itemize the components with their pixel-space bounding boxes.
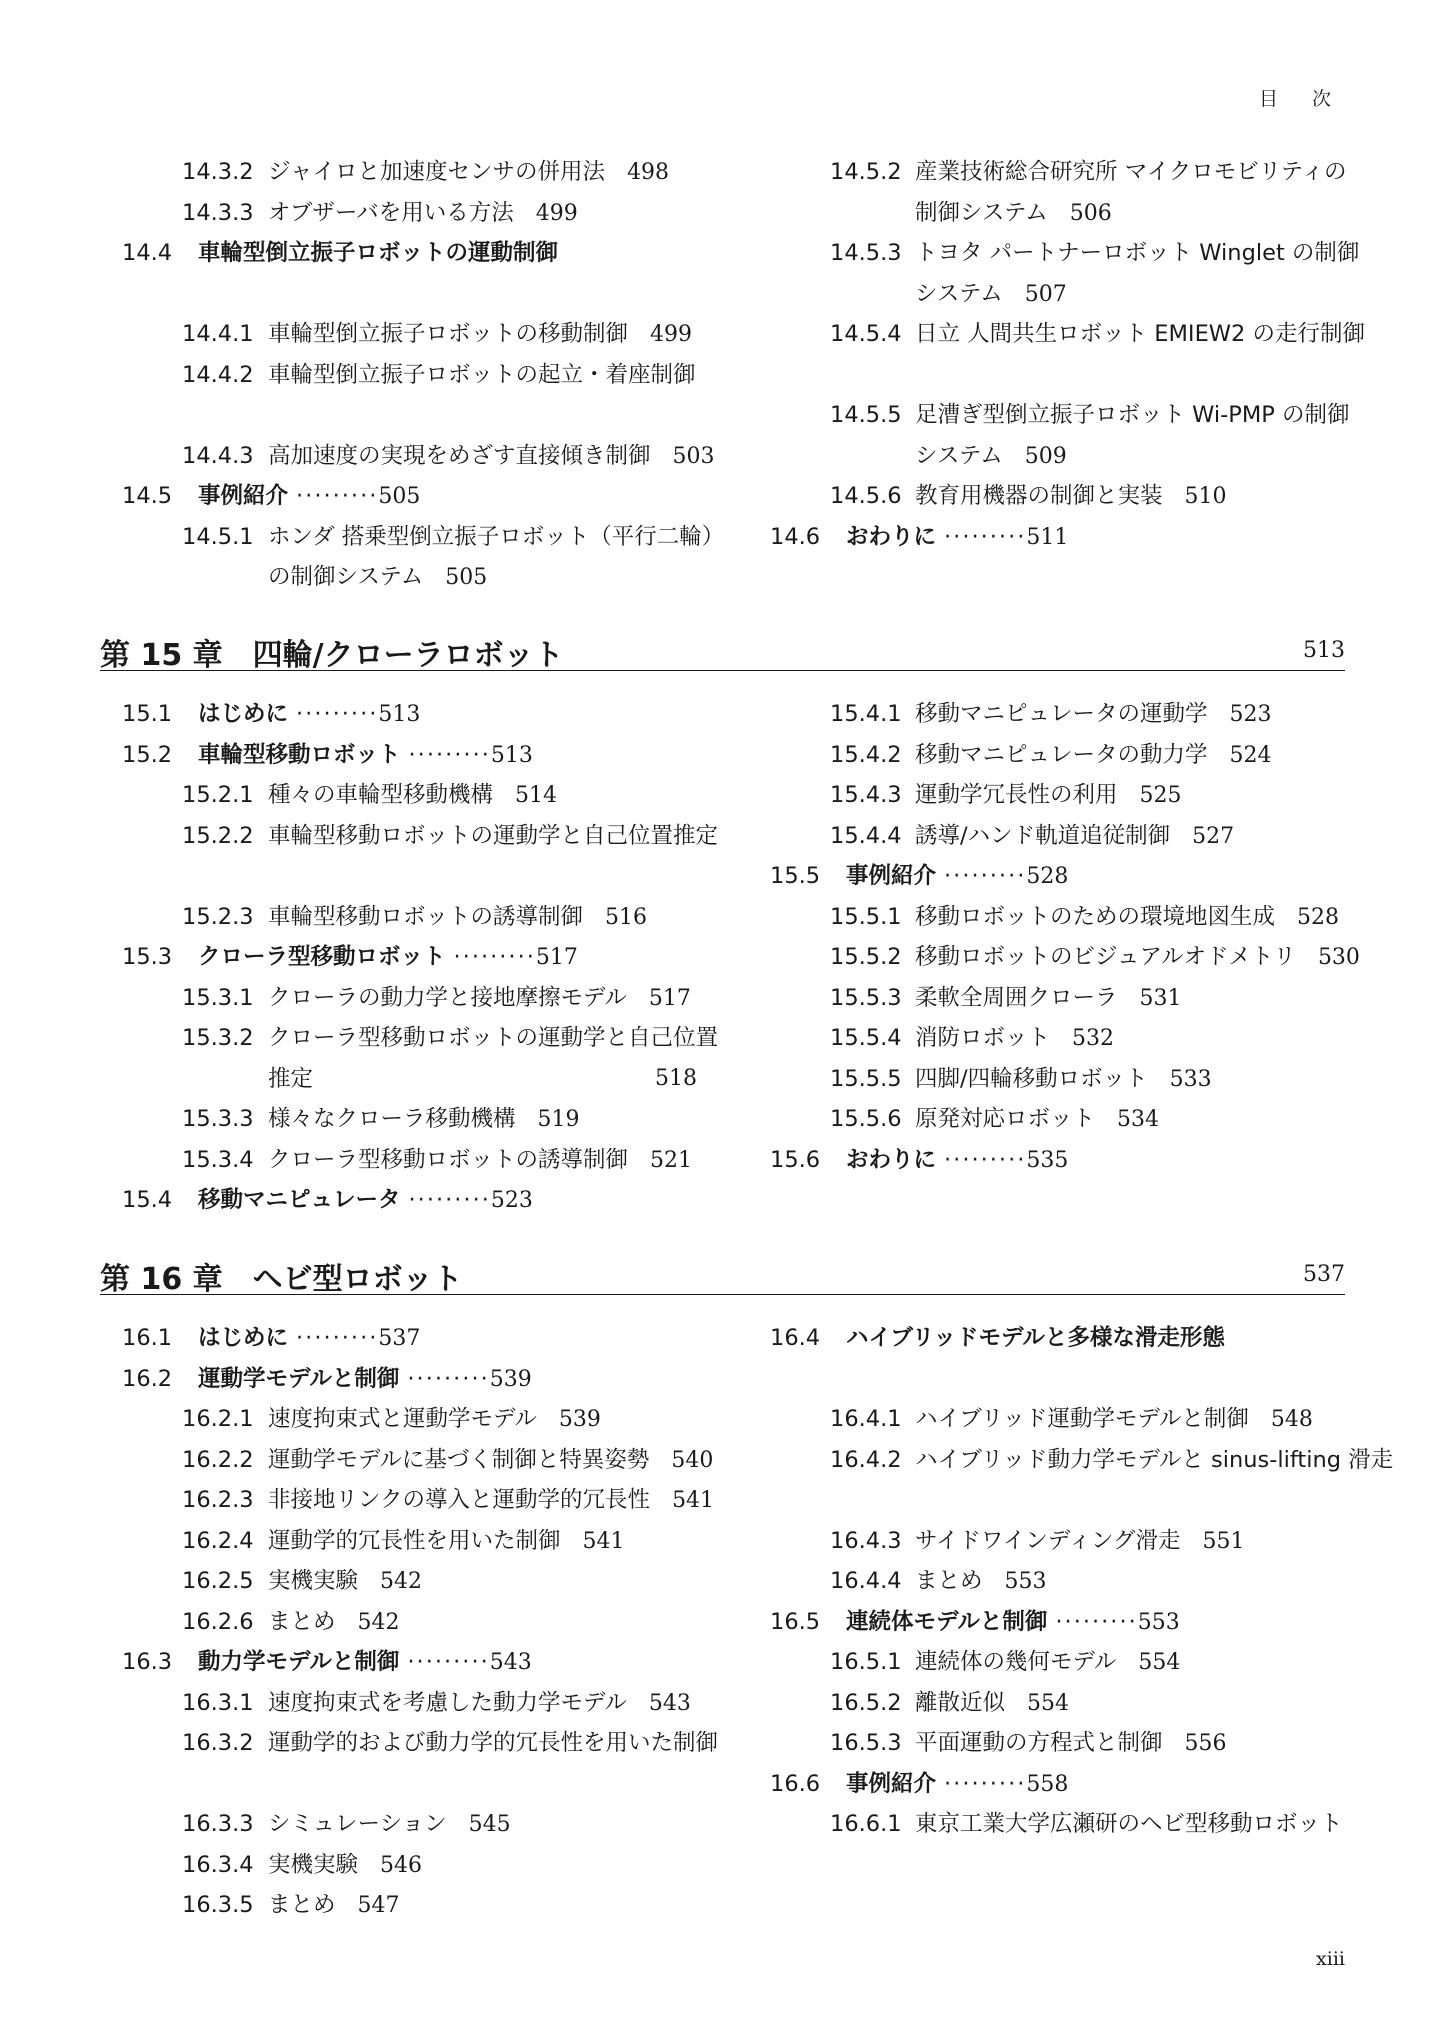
leader-dots: ········· (1055, 1608, 1138, 1635)
toc-entry-continuation (915, 280, 1067, 309)
page-number: 505 (378, 484, 421, 509)
page-number: 505 (445, 565, 488, 590)
toc-subsection-entry (182, 1024, 718, 1052)
page-number: 509 (1024, 443, 1067, 469)
toc-subsection-entry (182, 1446, 713, 1475)
section-title: クローラ型移動ロボット (198, 944, 446, 970)
subsection-number: 15.3.2 (182, 1025, 254, 1051)
section-number: 15.6 (770, 1146, 821, 1173)
page-number: 558 (1026, 1771, 1069, 1797)
subsection-title: 速度拘束式と運動学モデル (268, 1406, 537, 1432)
section-title: 移動マニピュレータ (198, 1187, 401, 1213)
section-title: おわりに (846, 523, 937, 550)
subsection-title: 非接地リンクの導入と運動学的冗長性 (268, 1487, 651, 1513)
section-number: 16.2 (122, 1365, 173, 1392)
subsection-number: 15.2.2 (182, 822, 254, 849)
page-number: 546 (380, 1852, 423, 1878)
subsection-title: 連続体の幾何モデル (915, 1649, 1117, 1675)
toc-section-entry (122, 1365, 532, 1394)
toc-section-entry (122, 1186, 533, 1215)
subsection-number: 15.4.2 (830, 741, 902, 768)
entry-title: システム (915, 442, 1003, 469)
section-title: 事例紹介 (846, 1770, 937, 1797)
toc-subsection-entry (182, 1405, 601, 1434)
subsection-title: 教育用機器の制御と実装 (915, 483, 1163, 509)
entry-title: 制御システム (915, 199, 1048, 226)
section-title: 車輪型倒立振子ロボットの運動制御 (198, 240, 559, 266)
toc-section-entry (770, 523, 1068, 552)
toc-subsection-entry (830, 1105, 1159, 1134)
toc-subsection-entry (182, 822, 718, 850)
page-number: 530 (1317, 945, 1360, 970)
toc-subsection-entry (182, 199, 578, 228)
subsection-title: 運動学的および動力学的冗長性を用いた制御 (268, 1730, 719, 1756)
section-number: 16.4 (770, 1325, 821, 1351)
subsection-number: 16.2.2 (182, 1446, 254, 1473)
subsection-number: 15.2.1 (182, 782, 254, 808)
subsection-number: 14.5.2 (830, 159, 902, 185)
subsection-number: 16.2.1 (182, 1406, 254, 1432)
page-number: 503 (672, 443, 715, 469)
toc-subsection-entry (182, 1729, 718, 1757)
subsection-number: 15.5.4 (830, 1025, 902, 1051)
chapter-heading-16 (100, 1254, 1345, 1295)
page-number: 517 (648, 985, 691, 1011)
section-title: 事例紹介 (846, 863, 937, 889)
subsection-title: 誘導/ハンド軌道追従制御 (915, 822, 1171, 849)
section-number: 16.3 (122, 1649, 173, 1675)
page-number: 540 (671, 1447, 714, 1473)
toc-section-entry (122, 239, 558, 267)
toc-subsection-entry (830, 781, 1182, 810)
subsection-title: 実機実験 (268, 1851, 359, 1878)
page-number: 527 (1192, 823, 1235, 849)
leader-dots: ········· (453, 944, 536, 970)
subsection-number: 15.5.6 (830, 1106, 902, 1132)
toc-entry-continuation (268, 563, 487, 592)
page-number: 553 (1137, 1609, 1180, 1635)
subsection-number: 15.5.3 (830, 984, 902, 1011)
page-number: 521 (650, 1147, 693, 1173)
toc-subsection-entry (830, 984, 1182, 1013)
page-number: 551 (1202, 1528, 1245, 1554)
toc-subsection-entry (182, 1146, 692, 1175)
section-number: 15.4 (122, 1187, 173, 1213)
page-number: 531 (1139, 985, 1182, 1011)
page-number: 547 (357, 1893, 400, 1918)
section-number: 16.1 (122, 1325, 173, 1351)
subsection-title: クローラ型移動ロボットの運動学と自己位置 (268, 1025, 719, 1051)
page-number: 553 (1004, 1569, 1047, 1594)
page-number: 539 (489, 1366, 532, 1392)
section-title: 事例紹介 (198, 483, 289, 509)
chapter-title-text: 四輪/クローラロボット (252, 638, 564, 673)
toc-section-entry (770, 1146, 1068, 1175)
page-number: 541 (672, 1488, 715, 1513)
subsection-number: 16.4.3 (830, 1527, 902, 1554)
page-number: 537 (378, 1326, 421, 1351)
section-number: 16.6 (770, 1770, 821, 1797)
subsection-title: 日立 人間共生ロボット EMIEW2 の走行制御 (915, 321, 1366, 347)
subsection-number: 16.2.4 (182, 1527, 254, 1554)
toc-subsection-entry (182, 361, 696, 389)
toc-subsection-entry (830, 1567, 1047, 1596)
chapter-title (100, 630, 564, 674)
subsection-title: 運動学冗長性の利用 (915, 782, 1118, 808)
toc-subsection-entry (182, 1891, 400, 1920)
entry-title: 推定 (268, 1065, 314, 1092)
subsection-number: 15.4.3 (830, 782, 902, 808)
subsection-title: ホンダ 搭乗型倒立振子ロボット（平行二輪） (268, 523, 725, 550)
chapter-page: 537 (1303, 1262, 1345, 1287)
subsection-number: 16.5.3 (830, 1730, 902, 1756)
section-number: 15.5 (770, 863, 821, 889)
subsection-title: 高加速度の実現をめざす直接傾き制御 (268, 442, 651, 469)
page-folio: xiii (1316, 1948, 1345, 1970)
page-number: 514 (515, 783, 558, 808)
subsection-number: 14.5.4 (830, 321, 902, 347)
toc-subsection-entry (182, 1689, 691, 1718)
page-number: 532 (1072, 1026, 1115, 1051)
subsection-number: 14.4.2 (182, 361, 254, 388)
section-number: 15.2 (122, 741, 173, 768)
subsection-title: 移動マニピュレータの動力学 (915, 741, 1208, 768)
toc-subsection-entry (830, 822, 1234, 851)
page-number: 545 (468, 1812, 511, 1837)
page-number: 525 (1139, 783, 1182, 808)
subsection-title: まとめ (915, 1568, 983, 1594)
page-number: 554 (1027, 1690, 1070, 1716)
section-title: 運動学モデルと制御 (198, 1365, 400, 1392)
toc-subsection-entry (182, 320, 692, 349)
page-number: 498 (627, 160, 670, 185)
subsection-number: 16.5.2 (830, 1689, 902, 1716)
section-title: はじめに (198, 1325, 289, 1351)
section-title: ハイブリッドモデルと多様な滑走形態 (846, 1325, 1225, 1351)
page-number: 518 (655, 1065, 697, 1091)
toc-subsection-entry (182, 1851, 422, 1880)
toc-subsection-entry (830, 1729, 1227, 1758)
subsection-title: 移動ロボットのビジュアルオドメトリ (915, 944, 1296, 970)
toc-section-entry (770, 1770, 1068, 1799)
subsection-title: 種々の車輪型移動機構 (268, 782, 494, 808)
page-number: 519 (537, 1107, 580, 1132)
toc-section-entry (770, 862, 1068, 891)
toc-subsection-entry (182, 158, 669, 187)
toc-section-entry (770, 1324, 1225, 1352)
toc-subsection-entry (182, 781, 557, 810)
subsection-number: 16.4.4 (830, 1568, 902, 1594)
subsection-number: 14.4.3 (182, 442, 254, 469)
subsection-number: 15.5.2 (830, 944, 902, 970)
subsection-number: 14.5.3 (830, 240, 902, 266)
section-title: 動力学モデルと制御 (198, 1649, 400, 1675)
toc-section-entry (122, 1648, 532, 1677)
subsection-number: 16.5.1 (830, 1649, 902, 1675)
subsection-title: 車輪型移動ロボットの運動学と自己位置推定 (268, 822, 719, 849)
entry-title: の制御システム (268, 564, 424, 590)
subsection-title: まとめ (268, 1608, 336, 1635)
toc-subsection-entry (830, 158, 1347, 186)
subsection-title: 東京工業大学広瀬研のヘビ型移動ロボット (915, 1811, 1343, 1837)
toc-entry-continuation (915, 442, 1067, 471)
page-number: 543 (648, 1690, 691, 1716)
subsection-title: まとめ (268, 1892, 336, 1918)
leader-dots: ········· (408, 1187, 491, 1213)
leader-dots: ········· (296, 483, 379, 509)
toc-subsection-entry (830, 1065, 1212, 1094)
leader-dots: ········· (944, 1146, 1027, 1173)
toc-section-entry (122, 482, 420, 511)
toc-subsection-entry (182, 1608, 400, 1637)
toc-subsection-entry (830, 1689, 1069, 1718)
toc-subsection-entry (830, 903, 1339, 932)
toc-subsection-entry (182, 1810, 511, 1839)
toc-subsection-entry (830, 1405, 1313, 1434)
toc-subsection-entry (830, 320, 1365, 348)
subsection-number: 16.3.1 (182, 1689, 254, 1716)
chapter-title (100, 1254, 463, 1298)
toc-subsection-entry (182, 1486, 714, 1515)
subsection-number: 14.5.6 (830, 483, 902, 509)
subsection-number: 16.2.3 (182, 1487, 254, 1513)
chapter-number: 第 15 章 (100, 638, 223, 673)
subsection-title: ジャイロと加速度センサの併用法 (268, 159, 606, 185)
toc-subsection-entry (830, 1446, 1393, 1474)
subsection-number: 16.3.2 (182, 1730, 254, 1756)
subsection-title: 車輪型移動ロボットの誘導制御 (268, 903, 584, 930)
page-number: 523 (1229, 702, 1272, 727)
subsection-number: 16.6.1 (830, 1811, 902, 1837)
subsection-number: 16.2.6 (182, 1608, 254, 1635)
subsection-title: 車輪型倒立振子ロボットの起立・着座制御 (268, 361, 696, 388)
subsection-title: 消防ロボット (915, 1025, 1051, 1051)
subsection-number: 14.5.1 (182, 523, 254, 550)
page-number: 534 (1117, 1107, 1160, 1132)
subsection-number: 16.2.5 (182, 1568, 254, 1594)
toc-subsection-entry (182, 1527, 625, 1556)
subsection-title: シミュレーション (268, 1811, 447, 1837)
subsection-title: 移動ロボットのための環境地図生成 (915, 903, 1276, 930)
subsection-title: 車輪型倒立振子ロボットの移動制御 (268, 321, 629, 347)
page-number: 542 (357, 1609, 400, 1635)
subsection-title: 足漕ぎ型倒立振子ロボット Wi-PMP の制御 (915, 402, 1350, 428)
page-number: 499 (650, 322, 693, 347)
toc-subsection-entry (830, 741, 1272, 770)
toc-section-entry (122, 741, 533, 770)
toc-entry-continuation (915, 199, 1112, 228)
subsection-number: 14.5.5 (830, 402, 902, 428)
leader-dots: ········· (944, 523, 1027, 550)
toc-subsection-entry (830, 1527, 1245, 1556)
page-number: 535 (1026, 1147, 1069, 1173)
subsection-title: ハイブリッド動力学モデルと sinus-lifting 滑走 (915, 1446, 1394, 1473)
toc-subsection-entry (182, 1105, 580, 1134)
leader-dots: ········· (407, 1649, 490, 1675)
toc-subsection-entry (830, 239, 1359, 267)
subsection-number: 15.4.4 (830, 822, 902, 849)
subsection-title: クローラ型移動ロボットの誘導制御 (268, 1146, 629, 1173)
page-number: 554 (1138, 1650, 1181, 1675)
toc-subsection-entry (182, 442, 715, 471)
subsection-number: 16.4.1 (830, 1406, 902, 1432)
page-number: 513 (378, 702, 421, 727)
subsection-number: 14.4.1 (182, 321, 254, 347)
section-number: 14.5 (122, 483, 173, 509)
subsection-number: 16.3.3 (182, 1811, 254, 1837)
subsection-title: 運動学モデルに基づく制御と特異姿勢 (268, 1446, 650, 1473)
leader-dots: ········· (944, 863, 1027, 889)
toc-subsection-entry (182, 1567, 422, 1596)
page-number: 506 (1069, 200, 1112, 226)
running-head: 目 次 (1258, 88, 1345, 110)
chapter-number: 第 16 章 (100, 1262, 223, 1297)
toc-subsection-entry (182, 984, 691, 1013)
leader-dots: ········· (944, 1770, 1027, 1797)
subsection-title: 離散近似 (915, 1689, 1006, 1716)
section-title: はじめに (198, 701, 289, 727)
page-number: 524 (1229, 742, 1272, 768)
subsection-number: 16.3.5 (182, 1892, 254, 1918)
toc-subsection-entry (830, 943, 1360, 972)
page-number: 533 (1169, 1066, 1212, 1092)
entry-title: システム (915, 280, 1003, 307)
chapter-heading-15 (100, 630, 1345, 671)
page-number: 528 (1026, 864, 1069, 889)
page-number: 499 (535, 200, 578, 226)
toc-entry-continuation (268, 1065, 697, 1093)
subsection-title: 柔軟全周囲クローラ (915, 984, 1118, 1011)
page-number: 513 (490, 742, 533, 768)
subsection-number: 15.5.5 (830, 1065, 902, 1092)
subsection-number: 16.4.2 (830, 1446, 902, 1473)
toc-section-entry (122, 1324, 420, 1353)
toc-section-entry (122, 943, 578, 972)
leader-dots: ········· (408, 741, 491, 768)
section-number: 14.4 (122, 240, 173, 266)
section-number: 16.5 (770, 1608, 821, 1635)
page-number: 542 (380, 1569, 423, 1594)
toc-section-entry (122, 700, 420, 729)
section-number: 14.6 (770, 523, 821, 550)
toc-subsection-entry (830, 700, 1272, 729)
subsection-number: 15.3.1 (182, 984, 254, 1011)
leader-dots: ········· (296, 1325, 379, 1351)
toc-subsection-entry (830, 482, 1227, 511)
subsection-title: 様々なクローラ移動機構 (268, 1106, 516, 1132)
subsection-title: 産業技術総合研究所 マイクロモビリティの (915, 159, 1347, 185)
subsection-number: 16.3.4 (182, 1851, 254, 1878)
toc-subsection-entry (830, 1810, 1343, 1838)
page-number: 539 (558, 1407, 601, 1432)
page-number: 507 (1024, 281, 1067, 307)
subsection-number: 15.2.3 (182, 903, 254, 930)
subsection-title: 原発対応ロボット (915, 1106, 1096, 1132)
chapter-page: 513 (1303, 638, 1345, 663)
section-number: 15.3 (122, 944, 173, 970)
subsection-title: 四脚/四輪移動ロボット (915, 1065, 1148, 1092)
page-number: 510 (1184, 484, 1227, 509)
toc-subsection-entry (182, 523, 724, 551)
subsection-title: 速度拘束式を考慮した動力学モデル (268, 1689, 627, 1716)
subsection-number: 15.4.1 (830, 701, 902, 727)
toc-subsection-entry (830, 1648, 1180, 1677)
page-number: 517 (535, 945, 578, 970)
page-number: 511 (1026, 524, 1069, 550)
leader-dots: ········· (407, 1365, 490, 1392)
subsection-title: サイドワインディング滑走 (915, 1527, 1181, 1554)
subsection-title: トヨタ パートナーロボット Winglet の制御 (915, 240, 1360, 266)
subsection-number: 15.5.1 (830, 903, 902, 930)
subsection-title: 実機実験 (268, 1568, 359, 1594)
subsection-title: ハイブリッド運動学モデルと制御 (915, 1406, 1249, 1432)
subsection-title: オブザーバを用いる方法 (268, 199, 514, 226)
section-title: 連続体モデルと制御 (846, 1608, 1048, 1635)
subsection-title: 移動マニピュレータの運動学 (915, 701, 1208, 727)
section-title: おわりに (846, 1146, 937, 1173)
subsection-number: 14.3.2 (182, 159, 254, 185)
leader-dots: ········· (296, 701, 379, 727)
page-number: 543 (489, 1650, 532, 1675)
subsection-number: 15.3.4 (182, 1146, 254, 1173)
page-number: 541 (582, 1528, 625, 1554)
toc-subsection-entry (830, 401, 1349, 429)
subsection-title: 運動学的冗長性を用いた制御 (268, 1527, 561, 1554)
page-number: 548 (1270, 1407, 1313, 1432)
subsection-number: 14.3.3 (182, 199, 254, 226)
toc-subsection-entry (830, 1024, 1114, 1053)
page-number: 556 (1184, 1731, 1227, 1756)
chapter-title-text: ヘビ型ロボット (252, 1262, 463, 1297)
page-number: 516 (605, 904, 648, 930)
page-number: 528 (1297, 904, 1340, 930)
subsection-title: クローラの動力学と接地摩擦モデル (268, 984, 627, 1011)
toc-section-entry (770, 1608, 1180, 1637)
subsection-number: 15.3.3 (182, 1106, 254, 1132)
section-number: 15.1 (122, 701, 173, 727)
page-number: 523 (490, 1188, 533, 1213)
toc-subsection-entry (182, 903, 647, 932)
subsection-title: 平面運動の方程式と制御 (915, 1730, 1163, 1756)
section-title: 車輪型移動ロボット (198, 741, 401, 768)
